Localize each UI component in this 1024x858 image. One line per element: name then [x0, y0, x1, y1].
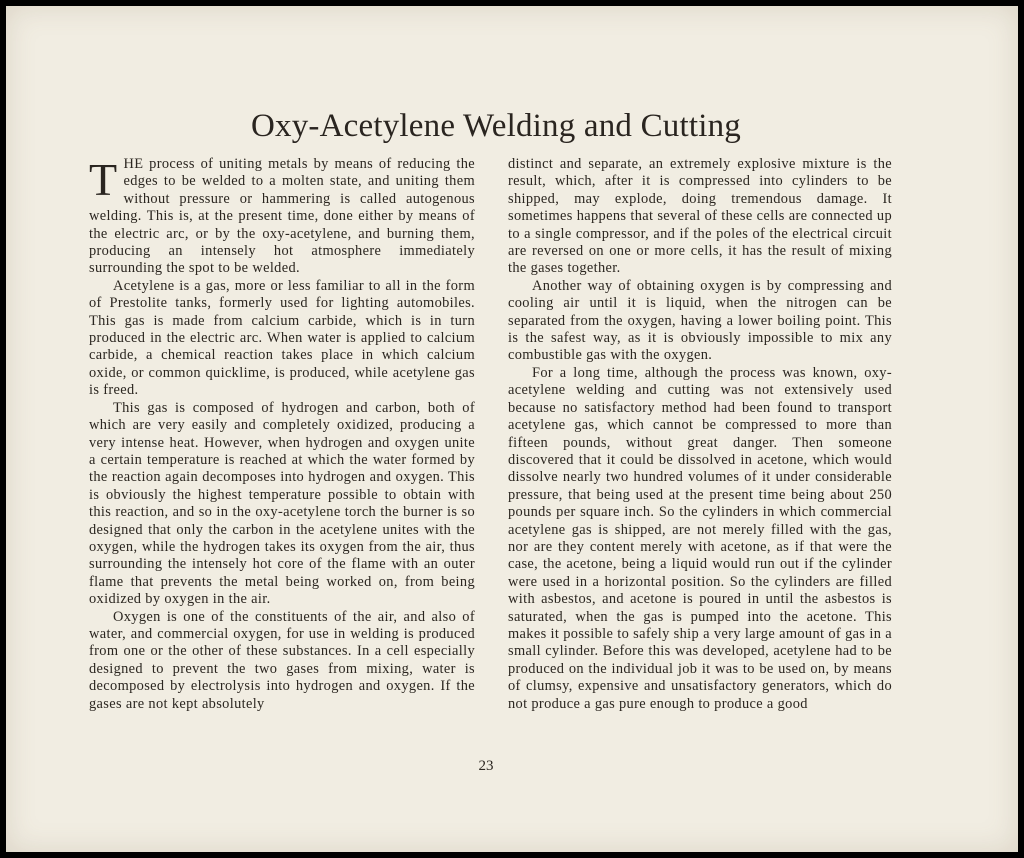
paragraph-3: This gas is composed of hydrogen and carbon, both of which are very easily and completely oxidized, producing a very intense heat. However, when hydrogen and oxygen unite a certain temperature is reached at which the water formed by the reaction again decomposes into hydrogen and oxygen. This is obviously the highest temperature possible to obtain with this reaction, and so in the oxy-acetylene torch the burner is so designed that only the carbon in the acetylene unites with the oxygen, while the hydrogen takes its oxygen from the air, thus surrounding the intensely hot core of the flame with an outer flame that prevents the metal being worked on, from being oxidized by oxygen in the air. [89, 399, 475, 608]
paragraph-1-text: HE process of uniting metals by means of reducing the edges to be welded to a molten state, and uniting them without pressure or hammering is called autogenous welding. This is, at the present time, done either by means of the electric arc, or by the oxy-acetylene, and burning them, producing an intensely hot atmosphere immediately surrounding the spot to be welded. [89, 156, 475, 277]
left-column [89, 156, 475, 713]
paragraph-4: Oxygen is one of the constituents of the air, and also of water, and commercial oxygen, for use in welding is produced from one or the other of these substances. In a cell especially designed to prevent the two gases from mixing, water is decomposed by electrolysis into hydrogen and oxygen. If the gases are not kept absolutely [89, 608, 475, 712]
paragraph-1 [89, 156, 475, 278]
page-number: 23 [478, 758, 494, 774]
paragraph-6: Another way of obtaining oxygen is by compressing and cooling air until it is liquid, when the nitrogen can be separated from the oxygen, having a lower boiling point. This is the safest way, as it is obviously impossible to mix any combustible gas with the oxygen. [508, 277, 892, 364]
document-page [6, 6, 1018, 852]
paragraph-7: For a long time, although the process was known, oxy-acetylene welding and cutting was not extensively used because no satisfactory method had been found to transport acetylene gas, which cannot be compressed to more than fifteen pounds, without great danger. Then someone discovered that it could be dissolved in acetone, which would dissolve nearly two hundred volumes of it under considerable pressure, that being used at the present time being about 250 pounds per square inch. So the cylinders in which commercial acetylene gas is shipped, are not merely filled with the gas, nor are they content merely with acetone, as if that were the case, the acetone, being a liquid would run out if the cylinder were used in a horizontal position. So the cylinders are filled with asbestos, and acetone is poured in until the asbestos is saturated, when the gas is pumped into the acetone. This makes it possible to safely ship a very large amount of gas in a small cylinder. Before this was developed, acetylene had to be produced on the individual job it was to be used on, by means of clumsy, expensive and unsatisfactory generators, which do not produce a gas pure enough to produce a good [508, 364, 892, 712]
page-title: Oxy-Acetylene Welding and Cutting [251, 108, 741, 144]
paragraph-5: distinct and separate, an extremely explosive mixture is the result, which, after it is compressed into cylinders to be shipped, may explode, doing tremendous damage. It sometimes happens that several of these cells are connected up to a single compressor, and if the poles of the electrical circuit are reversed on one or more cells, it has the result of mixing the gases together. [508, 156, 892, 277]
drop-cap: T [89, 154, 118, 205]
right-column [508, 156, 892, 713]
paragraph-2: Acetylene is a gas, more or less familiar to all in the form of Prestolite tanks, formerly used for lighting automobiles. This gas is made from calcium carbide, which is in turn produced in the electric arc. When water is applied to calcium carbide, a chemical reaction takes place in which calcium oxide, or common quicklime, is produced, while acetylene gas is freed. [89, 277, 475, 399]
